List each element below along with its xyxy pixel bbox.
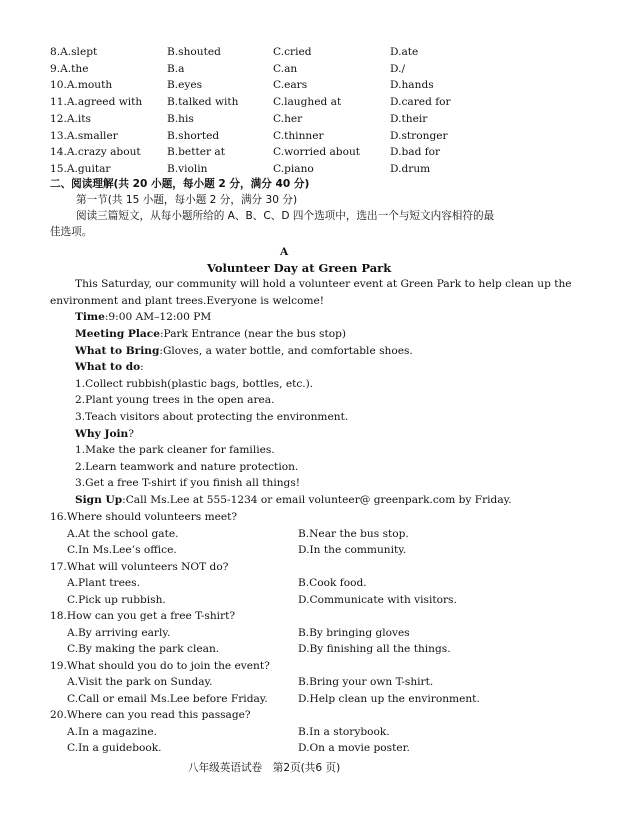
cloze-option-c: C.cried — [273, 46, 312, 58]
cloze-option-d: D./ — [390, 62, 406, 75]
todo-colon: : — [140, 361, 144, 373]
cloze-option-d: D.stronger — [390, 129, 448, 142]
bring-value: :Gloves, a water bottle, and comfortable shoes. — [159, 345, 413, 357]
cloze-option-c: C.ears — [273, 79, 308, 92]
instruction-line1: 阅读三篇短文，从每小题所给的 A、B、C、D 四个选项中，选出一个与短文内容相符的最 — [76, 210, 495, 222]
question-option-b: B.By bringing gloves — [298, 626, 410, 639]
cloze-option-d: D.drum — [390, 162, 431, 175]
todo-item: 2.Plant young trees in the open area. — [75, 394, 275, 406]
cloze-option-b: B.eyes — [167, 79, 203, 92]
question-stem: 18.How can you get a free T-shirt? — [50, 610, 236, 623]
question-option-d: D.Help clean up the environment. — [298, 692, 480, 705]
cloze-option-c: C.laughed at — [273, 96, 342, 109]
why-label: Why Join — [75, 428, 129, 440]
question-option-c: C.Pick up rubbish. — [67, 593, 166, 606]
cloze-option-c: C.piano — [273, 162, 314, 175]
todo-item: 1.Collect rubbish(plastic bags, bottles, etc.). — [75, 378, 314, 390]
page-footer: 八年级英语试卷 第2页(共6 页) — [188, 762, 341, 774]
why-heading — [75, 427, 134, 441]
place-row — [75, 327, 346, 341]
cloze-option-a: 12.A.its — [50, 112, 91, 125]
question-option-a: A.Visit the park on Sunday. — [67, 676, 213, 689]
cloze-option-d: D.bad for — [390, 146, 441, 159]
cloze-option-b: B.a — [167, 62, 185, 75]
cloze-option-d: D.hands — [390, 79, 434, 92]
question-option-c: C.In a guidebook. — [67, 742, 162, 755]
cloze-option-a: 13.A.smaller — [50, 129, 118, 142]
question-option-a: A.In a magazine. — [67, 725, 157, 738]
todo-item: 3.Teach visitors about protecting the environment. — [75, 411, 349, 423]
place-value: :Park Entrance (near the bus stop) — [159, 328, 347, 340]
cloze-option-c: C.her — [273, 112, 303, 125]
cloze-option-b: B.his — [167, 112, 194, 125]
cloze-option-b: B.violin — [167, 162, 208, 175]
question-option-a: A.Plant trees. — [67, 577, 140, 590]
question-option-d: D.In the community. — [298, 544, 407, 556]
why-question-mark: ? — [128, 428, 134, 440]
instruction-line2: 佳选项。 — [50, 226, 93, 238]
cloze-option-d: D.cared for — [390, 96, 451, 109]
cloze-option-d: D.ate — [390, 46, 419, 58]
question-option-d: D.Communicate with visitors. — [298, 593, 457, 606]
question-stem: 16.Where should volunteers meet? — [50, 511, 238, 523]
time-row — [75, 310, 211, 324]
cloze-option-a: 15.A.guitar — [50, 162, 111, 175]
question-option-a: A.At the school gate. — [67, 527, 179, 540]
signup-label: Sign Up — [75, 494, 123, 506]
todo-heading — [75, 360, 144, 374]
passage-intro-line2: environment and plant trees.Everyone is welcome! — [50, 295, 325, 307]
place-label: Meeting Place — [75, 328, 160, 340]
todo-label: What to do — [75, 361, 141, 373]
question-stem: 17.What will volunteers NOT do? — [50, 560, 229, 573]
question-option-d: D.On a movie poster. — [298, 742, 410, 755]
why-item: 3.Get a free T-shirt if you finish all things! — [75, 477, 301, 489]
passage-letter: A — [280, 246, 289, 258]
cloze-option-a: 11.A.agreed with — [50, 96, 143, 109]
cloze-option-a: 10.A.mouth — [50, 79, 113, 92]
passage-intro-line1: This Saturday, our community will hold a volunteer event at Green Park to help clean up the — [75, 278, 572, 290]
question-option-b: B.Near the bus stop. — [298, 527, 409, 540]
bring-row — [75, 344, 413, 358]
section-sub-heading: 第一节(共 15 小题，每小题 2 分，满分 30 分) — [76, 194, 298, 206]
question-option-b: B.In a storybook. — [298, 725, 390, 738]
cloze-option-a: 14.A.crazy about — [50, 146, 141, 159]
question-option-a: A.By arriving early. — [67, 626, 171, 639]
cloze-option-c: C.worried about — [273, 146, 361, 159]
question-option-c: C.Call or email Ms.Lee before Friday. — [67, 692, 268, 705]
cloze-option-a: 8.A.slept — [50, 46, 98, 58]
cloze-option-b: B.better at — [167, 146, 225, 159]
why-item: 2.Learn teamwork and nature protection. — [75, 461, 299, 473]
why-item: 1.Make the park cleaner for families. — [75, 444, 275, 456]
cloze-option-b: B.talked with — [167, 96, 239, 109]
time-value: :9:00 AM–12:00 PM — [104, 311, 212, 323]
signup-value: :Call Ms.Lee at 555-1234 or email volunteer@ greenpark.com by Friday. — [122, 494, 512, 506]
question-option-b: B.Bring your own T-shirt. — [298, 676, 434, 689]
cloze-option-b: B.shorted — [167, 129, 220, 142]
cloze-option-a: 9.A.the — [50, 62, 89, 75]
section-heading: 二、阅读理解(共 20 小题，每小题 2 分，满分 40 分) — [50, 178, 310, 190]
cloze-option-b: B.shouted — [167, 46, 221, 58]
question-option-b: B.Cook food. — [298, 577, 367, 590]
passage-title: Volunteer Day at Green Park — [207, 261, 392, 275]
signup-row — [75, 493, 512, 507]
question-stem: 20.Where can you read this passage? — [50, 709, 251, 722]
time-label: Time — [75, 311, 105, 323]
cloze-option-c: C.thinner — [273, 129, 324, 142]
question-option-c: C.By making the park clean. — [67, 643, 220, 656]
question-stem: 19.What should you do to join the event? — [50, 659, 270, 672]
question-option-d: D.By finishing all the things. — [298, 643, 451, 656]
cloze-option-c: C.an — [273, 62, 298, 75]
question-option-c: C.In Ms.Lee’s office. — [67, 544, 177, 556]
bring-label: What to Bring — [75, 345, 160, 357]
cloze-option-d: D.their — [390, 112, 428, 125]
